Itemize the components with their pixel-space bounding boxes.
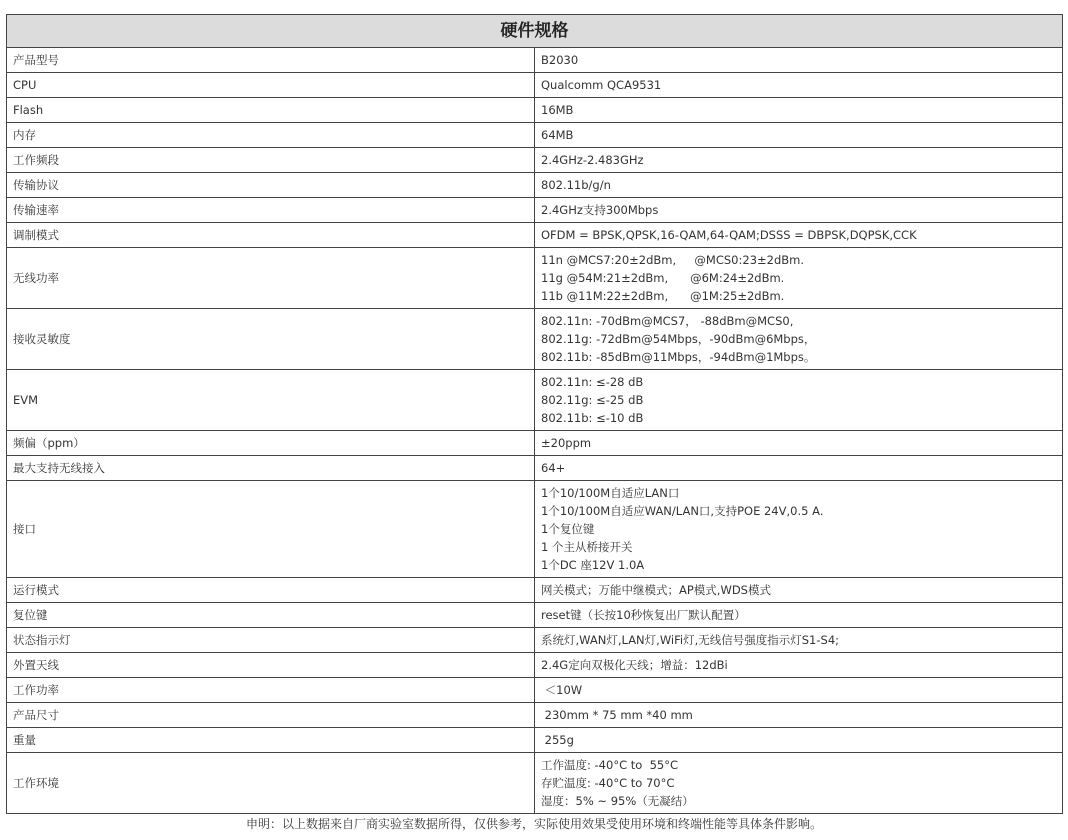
spec-label: 重量 <box>7 728 535 753</box>
spec-value-line: ±20ppm <box>541 436 592 450</box>
table-title-row <box>7 15 1063 48</box>
spec-value <box>535 481 1063 578</box>
hardware-spec-table <box>6 14 1063 814</box>
spec-value-line: B2030 <box>541 53 579 67</box>
spec-value-line: 255g <box>541 733 574 747</box>
spec-label: 运行模式 <box>7 578 535 603</box>
spec-value-line: Qualcomm QCA9531 <box>541 78 662 92</box>
spec-row <box>7 431 1063 456</box>
spec-label: 工作频段 <box>7 148 535 173</box>
spec-row <box>7 653 1063 678</box>
spec-label: 产品型号 <box>7 48 535 73</box>
spec-value <box>535 173 1063 198</box>
spec-value <box>535 98 1063 123</box>
spec-row <box>7 481 1063 578</box>
spec-value-line: 802.11g: ≤-25 dB <box>541 393 644 407</box>
spec-value <box>535 148 1063 173</box>
spec-value-line: 2.4G定向双极化天线；增益：12dBi <box>541 658 728 672</box>
spec-rows <box>7 48 1063 814</box>
spec-label: 内存 <box>7 123 535 148</box>
spec-value <box>535 653 1063 678</box>
spec-value-line: 1个复位键 <box>541 522 595 536</box>
spec-value-line: 11n @MCS7:20±2dBm, @MCS0:23±2dBm. <box>541 253 805 267</box>
spec-value <box>535 603 1063 628</box>
spec-label: 工作环境 <box>7 753 535 814</box>
spec-value-line: 网关模式；万能中继模式；AP模式,WDS模式 <box>541 583 771 597</box>
spec-value-line: 2.4GHz支持300Mbps <box>541 203 659 217</box>
spec-value-line: 802.11b: -85dBm@11Mbps，-94dBm@1Mbps。 <box>541 350 816 364</box>
spec-row <box>7 48 1063 73</box>
table-title: 硬件规格 <box>7 15 1063 48</box>
spec-row <box>7 198 1063 223</box>
spec-value-line: 工作温度: -40°C to 55°C <box>541 758 679 772</box>
spec-row <box>7 73 1063 98</box>
spec-row <box>7 603 1063 628</box>
spec-value-line: reset键（长按10秒恢复出厂默认配置） <box>541 608 746 622</box>
spec-row <box>7 98 1063 123</box>
spec-value-line: 802.11n: -70dBm@MCS7， -88dBm@MCS0, <box>541 314 794 328</box>
spec-value-line: 1个10/100M自适应LAN口 <box>541 486 680 500</box>
spec-value <box>535 223 1063 248</box>
spec-value-line: 1个10/100M自适应WAN/LAN口,支持POE 24V,0.5 A. <box>541 504 824 518</box>
spec-label: 最大支持无线接入 <box>7 456 535 481</box>
spec-value <box>535 123 1063 148</box>
spec-value <box>535 73 1063 98</box>
spec-row <box>7 728 1063 753</box>
spec-value <box>535 578 1063 603</box>
spec-value-line: 系统灯,WAN灯,LAN灯,WiFi灯,无线信号强度指示灯S1-S4; <box>541 633 840 647</box>
spec-label: 状态指示灯 <box>7 628 535 653</box>
spec-value-line: 1个DC 座12V 1.0A <box>541 558 645 572</box>
spec-row <box>7 223 1063 248</box>
spec-value <box>535 456 1063 481</box>
spec-value <box>535 309 1063 370</box>
spec-label: 外置天线 <box>7 653 535 678</box>
spec-value-line: 802.11b: ≤-10 dB <box>541 411 644 425</box>
disclaimer-note: 申明：以上数据来自厂商实验室数据所得，仅供参考，实际使用效果受使用环境和终端性能等具体条件影响。 <box>245 817 822 831</box>
spec-label: 工作功率 <box>7 678 535 703</box>
spec-label: 传输协议 <box>7 173 535 198</box>
spec-label: 无线功率 <box>7 248 535 309</box>
spec-label: 传输速率 <box>7 198 535 223</box>
spec-value <box>535 753 1063 814</box>
spec-row <box>7 148 1063 173</box>
spec-value-line: 存贮温度: -40°C to 70°C <box>541 776 675 790</box>
spec-row <box>7 123 1063 148</box>
spec-label: 接收灵敏度 <box>7 309 535 370</box>
spec-value-line: 2.4GHz-2.483GHz <box>541 153 644 167</box>
spec-label: Flash <box>7 98 535 123</box>
spec-label: CPU <box>7 73 535 98</box>
spec-value-line: 16MB <box>541 103 574 117</box>
spec-value-line: 11b @11M:22±2dBm, @1M:25±2dBm. <box>541 289 785 303</box>
spec-row <box>7 678 1063 703</box>
spec-value <box>535 728 1063 753</box>
spec-value <box>535 431 1063 456</box>
spec-value <box>535 248 1063 309</box>
spec-value <box>535 198 1063 223</box>
spec-value-line: 11g @54M:21±2dBm, @6M:24±2dBm. <box>541 271 785 285</box>
spec-value-line: 802.11b/g/n <box>541 178 611 192</box>
spec-label: EVM <box>7 370 535 431</box>
spec-label: 频偏（ppm） <box>7 431 535 456</box>
spec-value-line: ＜10W <box>541 683 583 697</box>
spec-row <box>7 628 1063 653</box>
spec-label: 接口 <box>7 481 535 578</box>
spec-value-line: 802.11n: ≤-28 dB <box>541 375 644 389</box>
spec-row <box>7 309 1063 370</box>
spec-label: 调制模式 <box>7 223 535 248</box>
spec-value <box>535 703 1063 728</box>
spec-row <box>7 578 1063 603</box>
spec-value-line: 230mm * 75 mm *40 mm <box>541 708 693 722</box>
spec-row <box>7 173 1063 198</box>
spec-value <box>535 628 1063 653</box>
spec-row <box>7 753 1063 814</box>
spec-row <box>7 456 1063 481</box>
spec-value-line: OFDM = BPSK,QPSK,16-QAM,64-QAM;DSSS = DBPSK,DQPSK,CCK <box>541 228 917 242</box>
spec-row <box>7 370 1063 431</box>
spec-value-line: 1 个主从桥接开关 <box>541 540 633 554</box>
spec-value-line: 64MB <box>541 128 574 142</box>
spec-value <box>535 370 1063 431</box>
spec-row <box>7 703 1063 728</box>
spec-value <box>535 678 1063 703</box>
spec-label: 产品尺寸 <box>7 703 535 728</box>
spec-value-line: 湿度：5% ~ 95%（无凝结） <box>541 794 694 808</box>
spec-label: 复位键 <box>7 603 535 628</box>
spec-value <box>535 48 1063 73</box>
spec-row <box>7 248 1063 309</box>
spec-value-line: 64+ <box>541 461 566 475</box>
spec-value-line: 802.11g: -72dBm@54Mbps，-90dBm@6Mbps， <box>541 332 816 346</box>
